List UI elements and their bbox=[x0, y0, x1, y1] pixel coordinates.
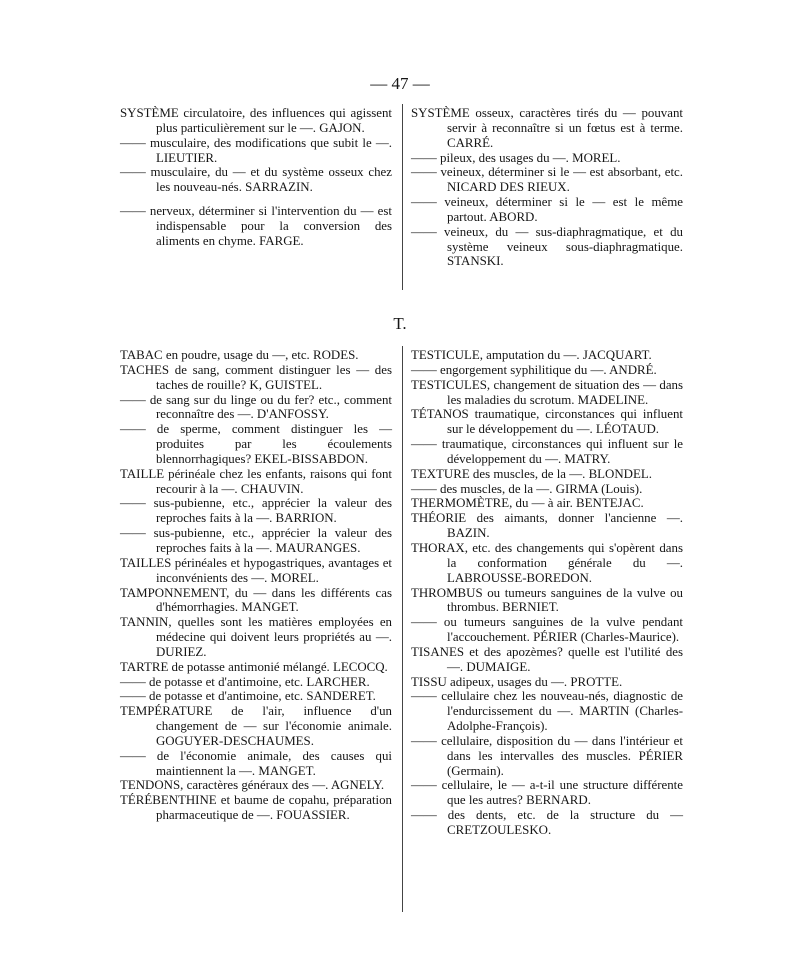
index-entry: THROMBUS ou tumeurs sanguines de la vulve ou thrombus. BERNIET. bbox=[411, 585, 683, 615]
index-entry: —— musculaire, du — et du système osseux chez les nouveau-nés. SARRAZIN. bbox=[120, 165, 392, 195]
index-entry: THÉORIE des aimants, donner l'ancienne —. BAZIN. bbox=[411, 511, 683, 541]
index-entry: —— cellulaire chez les nouveau-nés, diagnostic de l'endurcissement du —. MARTIN (Charles-Adolphe-François). bbox=[411, 689, 683, 734]
index-entry: —— musculaire, des modifications que subit le —. LIEUTIER. bbox=[120, 135, 392, 165]
section-letter: T. bbox=[393, 314, 407, 333]
index-entry: —— sus-pubienne, etc., apprécier la valeur des reproches faits à la —. BARRION. bbox=[120, 496, 392, 526]
index-entry: —— de potasse et d'antimoine, etc. SANDERET. bbox=[120, 689, 376, 704]
index-entry: TAILLES périnéales et hypogastriques, avantages et inconvénients des —. MOREL. bbox=[120, 555, 392, 585]
column-divider-top bbox=[402, 104, 403, 290]
index-entry: TENDONS, caractères généraux des —. AGNELY. bbox=[120, 778, 385, 793]
index-entry: —— cellulaire, disposition du — dans l'intérieur et dans les intervalles des muscles. PÉRIER (Germain). bbox=[411, 733, 683, 778]
index-entry: —— des muscles, de la —. GIRMA (Louis). bbox=[411, 481, 643, 496]
index-entry: TÉTANOS traumatique, circonstances qui influent sur le développement du —. LÉOTAUD. bbox=[411, 407, 683, 437]
page-number: — 47 — bbox=[370, 74, 430, 93]
bottom-left-column bbox=[120, 348, 392, 823]
index-entry: TACHES de sang, comment distinguer les — des taches de rouille? K, GUISTEL. bbox=[120, 362, 392, 392]
index-entry: TAILLE périnéale chez les enfants, raisons qui font recourir à la —. CHAUVIN. bbox=[120, 466, 392, 496]
index-entry: TESTICULE, amputation du —. JACQUART. bbox=[411, 348, 652, 362]
bottom-right-column bbox=[411, 348, 683, 838]
index-entry: —— de sang sur du linge ou du fer? etc., comment reconnaître des —. D'ANFOSSY. bbox=[120, 392, 392, 422]
index-entry: —— ou tumeurs sanguines de la vulve pendant l'accouchement. PÉRIER (Charles-Maurice). bbox=[411, 615, 683, 645]
index-entry: TISSU adipeux, usages du —. PROTTE. bbox=[411, 674, 623, 689]
index-entry: TISANES et des apozèmes? quelle est l'utilité des —. DUMAIGE. bbox=[411, 644, 683, 674]
index-entry: SYSTÈME circulatoire, des influences qui agissent plus particulièrement sur le —. GAJON. bbox=[120, 106, 392, 135]
index-entry: —— cellulaire, le — a-t-il une structure différente que les autres? BERNARD. bbox=[411, 778, 683, 808]
index-entry: —— de potasse et d'antimoine, etc. LARCHER. bbox=[120, 674, 370, 689]
index-entry: —— veineux, déterminer si le — est absorbant, etc. NICARD DES RIEUX. bbox=[411, 165, 683, 195]
index-entry: —— veineux, du — sus-diaphragmatique, et du système veineux sous-diaphragmatique. STANSKI. bbox=[411, 224, 683, 269]
index-entry: TÉRÉBENTHINE et baume de copahu, préparation pharmaceutique de —. FOUASSIER. bbox=[120, 793, 392, 823]
index-entry: THERMOMÈTRE, du — à air. BENTEJAC. bbox=[411, 496, 644, 511]
index-entry: —— traumatique, circonstances qui influent sur le développement du —. MATRY. bbox=[411, 437, 683, 466]
index-entry: —— des dents, etc. de la structure du — CRETZOULESKO. bbox=[411, 808, 683, 837]
top-left-column bbox=[120, 106, 392, 249]
index-entry: —— de sperme, comment distinguer les — produites par les écoulements blennorrhagiques? EKEL-BISSABDON. bbox=[120, 422, 392, 466]
index-entry: TARTRE de potasse antimonié mélangé. LECOCQ. bbox=[120, 659, 388, 674]
index-entry: TANNIN, quelles sont les matières employées en médecine qui doivent leurs propriétés au —. DURIEZ. bbox=[120, 615, 392, 659]
index-entry: TAMPONNEMENT, du — dans les différents cas d'hémorrhagies. MANGET. bbox=[120, 585, 392, 615]
index-entry: THORAX, etc. des changements qui s'opèrent dans la conformation générale du —. LABROUSSE-BOREDON. bbox=[411, 540, 683, 585]
index-entry: —— pileux, des usages du —. MOREL. bbox=[411, 150, 621, 165]
index-entry: —— engorgement syphilitique du —. ANDRÉ. bbox=[411, 362, 657, 377]
index-entry: TEMPÉRATURE de l'air, influence d'un changement de — sur l'économie animale. GOGUYER-DESCHAUMES. bbox=[120, 704, 392, 748]
top-right-column bbox=[411, 106, 683, 269]
column-divider-bottom bbox=[402, 346, 403, 912]
index-entry: TEXTURE des muscles, de la —. BLONDEL. bbox=[411, 466, 652, 481]
index-entry: —— veineux, déterminer si le — est le même partout. ABORD. bbox=[411, 195, 683, 224]
index-entry: TESTICULES, changement de situation des — dans les maladies du scrotum. MADELINE. bbox=[411, 377, 683, 407]
index-entry: —— nerveux, déterminer si l'intervention du — est indispensable pour la conversion des aliments en chyme. FARGE. bbox=[120, 204, 392, 248]
index-entry: TABAC en poudre, usage du —, etc. RODES. bbox=[120, 348, 359, 362]
index-entry: —— de l'économie animale, des causes qui maintiennent la —. MANGET. bbox=[120, 748, 392, 778]
index-entry: —— sus-pubienne, etc., apprécier la valeur des reproches faits à la —. MAURANGES. bbox=[120, 526, 392, 555]
index-entry: SYSTÈME osseux, caractères tirés du — pouvant servir à reconnaître si un fœtus est à terme. CARRÉ. bbox=[411, 106, 683, 150]
